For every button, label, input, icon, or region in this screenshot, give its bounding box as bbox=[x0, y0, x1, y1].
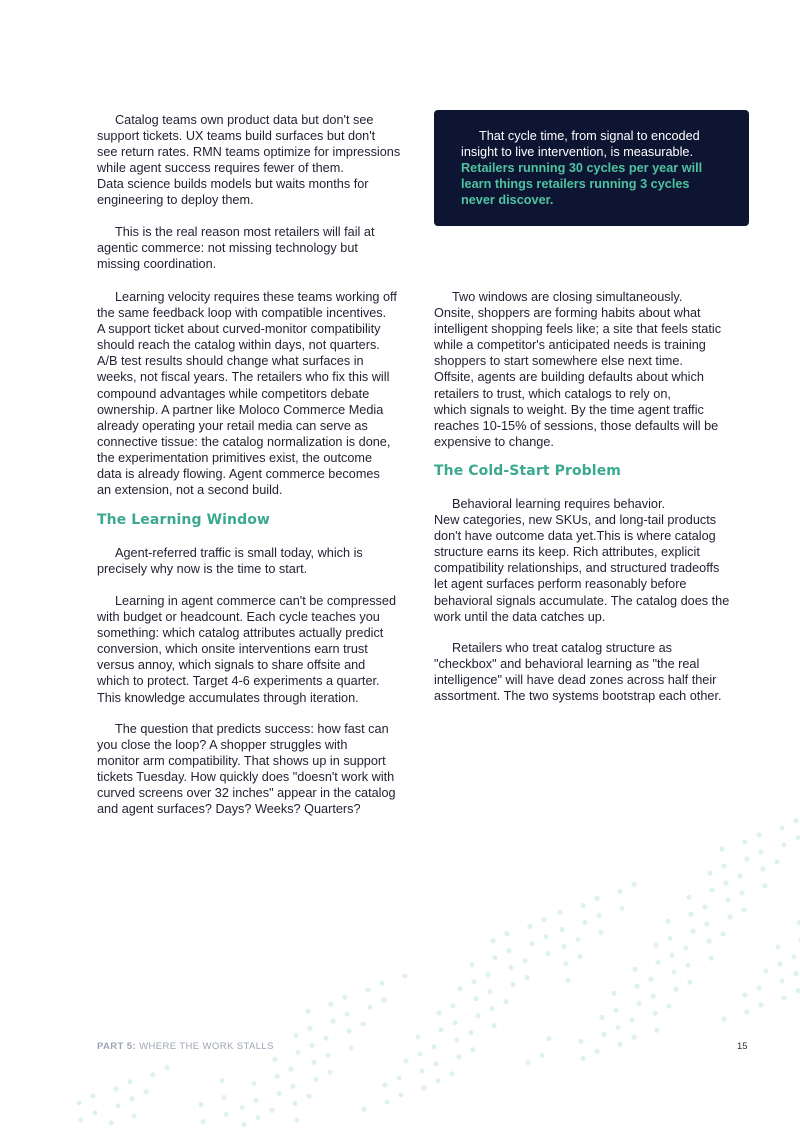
decorative-dot bbox=[115, 1103, 120, 1108]
text-line: A support ticket about curved-monitor compatibility bbox=[97, 322, 381, 337]
decorative-dot bbox=[725, 897, 730, 902]
decorative-dot bbox=[632, 967, 637, 972]
footer-part-number: PART 5: bbox=[97, 1041, 137, 1052]
decorative-dot bbox=[634, 984, 639, 989]
decorative-dot bbox=[348, 1046, 353, 1051]
highlight-line: Retailers running 30 cycles per year will bbox=[461, 161, 703, 176]
decorative-dot bbox=[580, 1056, 585, 1061]
decorative-dot bbox=[129, 1096, 134, 1101]
decorative-dot bbox=[665, 919, 670, 924]
decorative-dot bbox=[274, 1074, 279, 1079]
text-line: intelligence" will have dead zones across half their bbox=[434, 673, 717, 688]
decorative-dot bbox=[522, 958, 527, 963]
decorative-dot bbox=[468, 1030, 473, 1035]
decorative-dot bbox=[384, 1099, 389, 1104]
decorative-dot bbox=[617, 889, 622, 894]
text-line: reaches 10-15% of sessions, those defaults will be bbox=[434, 418, 719, 433]
decorative-dot bbox=[239, 1105, 244, 1110]
decorative-dot bbox=[241, 1122, 246, 1127]
decorative-dot bbox=[381, 997, 386, 1002]
decorative-dot bbox=[452, 1020, 457, 1025]
decorative-dot bbox=[251, 1081, 256, 1086]
decorative-dot bbox=[775, 944, 780, 949]
decorative-dot bbox=[601, 1032, 606, 1037]
text-line: the same feedback loop with compatible incentives. bbox=[97, 306, 387, 321]
decorative-dot bbox=[346, 1029, 351, 1034]
decorative-dot bbox=[450, 1003, 455, 1008]
decorative-dot bbox=[631, 882, 636, 887]
text-line: Learning velocity requires these teams working off bbox=[115, 290, 397, 304]
decorative-dot bbox=[565, 978, 570, 983]
decorative-dot bbox=[510, 982, 515, 987]
decorative-dot bbox=[686, 895, 691, 900]
paragraph-team-silos bbox=[97, 112, 415, 209]
decorative-dot bbox=[650, 994, 655, 999]
decorative-dot bbox=[739, 890, 744, 895]
decorative-dot bbox=[577, 954, 582, 959]
decorative-dot bbox=[504, 931, 509, 936]
decorative-dot bbox=[469, 962, 474, 967]
decorative-dot bbox=[648, 977, 653, 982]
decorative-dot bbox=[475, 1013, 480, 1018]
text-line: something: which catalog attributes actually predict bbox=[97, 626, 384, 641]
decorative-dot bbox=[454, 1037, 459, 1042]
decorative-dot bbox=[471, 979, 476, 984]
decorative-dot bbox=[92, 1110, 97, 1115]
text-line: Agent-referred traffic is small today, which is bbox=[115, 546, 363, 560]
decorative-dot bbox=[741, 907, 746, 912]
text-line: ownership. A partner like Moloco Commerce Media bbox=[97, 402, 384, 417]
decorative-dot bbox=[631, 1035, 636, 1040]
decorative-dot bbox=[473, 996, 478, 1001]
decorative-dot bbox=[687, 980, 692, 985]
decorative-dot bbox=[76, 1100, 81, 1105]
decorative-dot bbox=[527, 924, 532, 929]
decorative-dot bbox=[306, 1094, 311, 1099]
text-line: see return rates. RMN teams optimize for impressions bbox=[97, 145, 401, 160]
decorative-dot bbox=[108, 1120, 113, 1125]
decorative-dot bbox=[131, 1113, 136, 1118]
decorative-dot bbox=[721, 1016, 726, 1021]
decorative-dot bbox=[367, 1004, 372, 1009]
decorative-dot bbox=[272, 1057, 277, 1062]
decorative-dot bbox=[756, 832, 761, 837]
text-line: shoppers to start somewhere else next time. bbox=[434, 354, 683, 369]
highlight-line: learn things retailers running 3 cycles bbox=[461, 177, 690, 192]
paragraph-two-systems bbox=[434, 640, 750, 704]
text-line: insight to live intervention, is measurable. bbox=[461, 145, 694, 160]
text-line: Data science builds models but waits months for bbox=[97, 177, 369, 192]
text-line: engineering to deploy them. bbox=[97, 193, 254, 208]
decorative-dot bbox=[438, 1027, 443, 1032]
footer-part-title: WHERE THE WORK STALLS bbox=[136, 1041, 274, 1052]
decorative-dot bbox=[489, 1006, 494, 1011]
decorative-dot bbox=[683, 946, 688, 951]
decorative-dot bbox=[539, 1053, 544, 1058]
decorative-dot bbox=[361, 1106, 366, 1111]
decorative-dot bbox=[611, 991, 616, 996]
decorative-dot bbox=[344, 1012, 349, 1017]
decorative-dot bbox=[779, 978, 784, 983]
decorative-dot bbox=[417, 1051, 422, 1056]
decorative-dot bbox=[200, 1119, 205, 1124]
decorative-dot bbox=[327, 1070, 332, 1075]
decorative-dot bbox=[708, 955, 713, 960]
decorative-dot bbox=[563, 961, 568, 966]
text-line: Behavioral learning requires behavior. bbox=[452, 497, 665, 511]
text-line: and agent surfaces? Days? Weeks? Quarters? bbox=[97, 802, 361, 817]
decorative-dot bbox=[619, 906, 624, 911]
text-line: weeks, not fiscal years. The retailers who fix this will bbox=[97, 370, 390, 385]
decorative-dot bbox=[529, 941, 534, 946]
decorative-dot bbox=[707, 870, 712, 875]
text-line: while a competitor's anticipated needs is training bbox=[434, 338, 706, 353]
text-line: curved screens over 32 inches" appear in the catalog bbox=[97, 786, 396, 801]
decorative-dot bbox=[758, 1002, 763, 1007]
text-line: retailers to trust, which catalogs to rely on, bbox=[434, 386, 671, 401]
decorative-dot bbox=[127, 1079, 132, 1084]
decorative-dot bbox=[720, 931, 725, 936]
decorative-dot bbox=[503, 999, 508, 1004]
text-line: the experimentation primitives exist, the outcome bbox=[97, 450, 373, 465]
paragraph-real-reason bbox=[97, 224, 415, 272]
decorative-dot bbox=[90, 1093, 95, 1098]
decorative-dot bbox=[760, 866, 765, 871]
decorative-dot bbox=[309, 1043, 314, 1048]
decorative-dot bbox=[435, 1078, 440, 1083]
decorative-dot bbox=[688, 912, 693, 917]
text-line: connective tissue: the catalog normalization is done, bbox=[97, 434, 391, 449]
decorative-dot bbox=[305, 1009, 310, 1014]
text-line: The question that predicts success: how fast can bbox=[115, 722, 389, 736]
decorative-dot bbox=[546, 1036, 551, 1041]
decorative-dot bbox=[742, 992, 747, 997]
decorative-dot bbox=[781, 842, 786, 847]
text-line: support tickets. UX teams build surfaces but don't bbox=[97, 129, 376, 144]
decorative-dot bbox=[490, 938, 495, 943]
decorative-dot bbox=[470, 1047, 475, 1052]
text-line: intelligent shopping feels like; a site that feels static bbox=[434, 322, 722, 337]
decorative-dot bbox=[629, 1018, 634, 1023]
decorative-dot bbox=[307, 1026, 312, 1031]
text-line: don't have outcome data yet.This is where catalog bbox=[434, 529, 716, 544]
decorative-dot bbox=[431, 1044, 436, 1049]
decorative-dot bbox=[150, 1072, 155, 1077]
decorative-dot bbox=[436, 1010, 441, 1015]
decorative-dot bbox=[594, 1049, 599, 1054]
decorative-dot bbox=[763, 968, 768, 973]
decorative-dot bbox=[793, 818, 798, 823]
decorative-dot bbox=[449, 1071, 454, 1076]
decorative-dot bbox=[709, 887, 714, 892]
decorative-dot bbox=[561, 944, 566, 949]
decorative-dot bbox=[653, 943, 658, 948]
decorative-dot bbox=[744, 1009, 749, 1014]
decorative-dot bbox=[360, 1021, 365, 1026]
section-heading-learning-window: The Learning Window bbox=[97, 512, 270, 528]
paragraph-agent-traffic bbox=[97, 545, 415, 577]
decorative-dot bbox=[702, 904, 707, 909]
decorative-dot bbox=[690, 929, 695, 934]
text-line: behavioral signals accumulate. The catalog does the bbox=[434, 593, 730, 608]
decorative-dot bbox=[342, 995, 347, 1000]
decorative-dot bbox=[485, 972, 490, 977]
decorative-dot bbox=[223, 1112, 228, 1117]
decorative-dot bbox=[198, 1102, 203, 1107]
decorative-dot bbox=[727, 914, 732, 919]
decorative-dot bbox=[113, 1086, 118, 1091]
paragraph-learning-cycles bbox=[97, 593, 415, 706]
decorative-dot bbox=[492, 955, 497, 960]
decorative-dot bbox=[777, 961, 782, 966]
decorative-dot bbox=[396, 1075, 401, 1080]
decorative-dot bbox=[557, 910, 562, 915]
decorative-dot bbox=[415, 1034, 420, 1039]
text-line: Two windows are closing simultaneously. bbox=[452, 290, 683, 304]
decorative-dot bbox=[295, 1050, 300, 1055]
text-line: Retailers who treat catalog structure as bbox=[452, 641, 673, 655]
decorative-dot bbox=[491, 1023, 496, 1028]
decorative-dot bbox=[330, 1019, 335, 1024]
decorative-dot bbox=[506, 948, 511, 953]
text-line: work until the data catches up. bbox=[434, 609, 606, 624]
decorative-dot bbox=[379, 980, 384, 985]
page-number: 15 bbox=[737, 1041, 748, 1052]
decorative-dot bbox=[742, 839, 747, 844]
decorative-dot bbox=[580, 903, 585, 908]
decorative-dot bbox=[796, 920, 800, 925]
decorative-dot bbox=[719, 846, 724, 851]
decorative-dot bbox=[292, 1101, 297, 1106]
decorative-dot bbox=[685, 963, 690, 968]
decorative-dot bbox=[791, 954, 796, 959]
paragraph-learning-velocity bbox=[97, 289, 415, 498]
text-line: New categories, new SKUs, and long-tail products bbox=[434, 513, 717, 528]
decorative-dot bbox=[669, 953, 674, 958]
decorative-dot bbox=[221, 1095, 226, 1100]
decorative-dot bbox=[673, 987, 678, 992]
decorative-dot bbox=[795, 835, 800, 840]
text-line: This knowledge accumulates through iteration. bbox=[97, 690, 359, 705]
decorative-dot bbox=[508, 965, 513, 970]
decorative-dot bbox=[325, 1053, 330, 1058]
decorative-dot bbox=[290, 1084, 295, 1089]
text-line: conversion, which onsite interventions earn trust bbox=[97, 642, 368, 657]
text-line: precisely why now is the time to start. bbox=[97, 562, 308, 577]
decorative-dot bbox=[578, 1039, 583, 1044]
decorative-dot bbox=[398, 1092, 403, 1097]
decorative-dot bbox=[311, 1060, 316, 1065]
decorative-dot bbox=[365, 987, 370, 992]
decorative-dot bbox=[487, 989, 492, 994]
text-line: should reach the catalog within days, not quarters. bbox=[97, 338, 380, 353]
decorative-dot bbox=[219, 1078, 224, 1083]
decorative-dot bbox=[403, 1058, 408, 1063]
decorative-dot bbox=[706, 938, 711, 943]
decorative-dot bbox=[457, 986, 462, 991]
decorative-dot bbox=[323, 1036, 328, 1041]
text-line: compound advantages while competitors debate bbox=[97, 386, 370, 401]
decorative-dot bbox=[545, 951, 550, 956]
decorative-dot bbox=[598, 930, 603, 935]
paragraph-behavioral-learning bbox=[434, 496, 750, 625]
decorative-dot bbox=[433, 1061, 438, 1066]
decorative-dot bbox=[541, 917, 546, 922]
decorative-dot bbox=[543, 934, 548, 939]
decorative-dot bbox=[596, 913, 601, 918]
text-line: structure earns its keep. Rich attributes, explicit bbox=[434, 545, 700, 560]
decorative-dot bbox=[795, 988, 800, 993]
decorative-dot bbox=[421, 1085, 426, 1090]
decorative-dot bbox=[599, 1015, 604, 1020]
decorative-dot bbox=[269, 1108, 274, 1113]
decorative-dot bbox=[382, 1082, 387, 1087]
decorative-dot bbox=[253, 1098, 258, 1103]
callout-text bbox=[461, 128, 741, 208]
text-line: monitor arm compatibility. That shows up in support bbox=[97, 754, 386, 769]
decorative-dot bbox=[164, 1065, 169, 1070]
decorative-dot bbox=[655, 960, 660, 965]
decorative-dot bbox=[328, 1002, 333, 1007]
section-heading-cold-start: The Cold-Start Problem bbox=[434, 463, 621, 479]
text-line: "checkbox" and behavioral learning as "the real bbox=[434, 657, 700, 672]
paragraph-two-windows bbox=[434, 289, 750, 450]
text-line: agentic commerce: not missing technology but bbox=[97, 241, 358, 256]
highlight-line: never discover. bbox=[461, 193, 554, 208]
text-line: missing coordination. bbox=[97, 257, 217, 272]
text-line: assortment. The two systems bootstrap each other. bbox=[434, 689, 722, 704]
text-line: already operating your retail media can serve as bbox=[97, 418, 368, 433]
text-line: versus annoy, which signals to share offsite and bbox=[97, 658, 366, 673]
decorative-dot bbox=[78, 1117, 83, 1122]
decorative-dot bbox=[276, 1091, 281, 1096]
decorative-dot bbox=[774, 859, 779, 864]
decorative-dot bbox=[758, 849, 763, 854]
decorative-dot bbox=[525, 1060, 530, 1065]
decorative-dot bbox=[524, 975, 529, 980]
paragraph-close-the-loop bbox=[97, 721, 415, 818]
text-line: Offsite, agents are building defaults about which bbox=[434, 370, 704, 385]
decorative-dot bbox=[793, 971, 798, 976]
decorative-dot bbox=[723, 880, 728, 885]
decorative-dot bbox=[756, 985, 761, 990]
decorative-dot bbox=[744, 856, 749, 861]
text-line: compatibility relationships, and structured tradeoffs bbox=[434, 561, 720, 576]
text-line: an extension, not a second build. bbox=[97, 483, 283, 498]
text-line: which to protect. Target 4-6 experiments a quarter. bbox=[97, 674, 380, 689]
decorative-dot bbox=[654, 1028, 659, 1033]
decorative-dot bbox=[737, 873, 742, 878]
decorative-dot bbox=[617, 1042, 622, 1047]
decorative-dot bbox=[704, 921, 709, 926]
decorative-dot bbox=[582, 920, 587, 925]
text-line: Onsite, shoppers are forming habits about what bbox=[434, 306, 701, 321]
decorative-dot bbox=[143, 1089, 148, 1094]
decorative-dot bbox=[613, 1008, 618, 1013]
decorative-dot bbox=[559, 927, 564, 932]
callout-box bbox=[434, 110, 749, 226]
text-line: which signals to weight. By the time agent traffic bbox=[434, 402, 704, 417]
decorative-dot bbox=[594, 896, 599, 901]
decorative-dot bbox=[293, 1033, 298, 1038]
text-line: expensive to change. bbox=[434, 434, 554, 449]
decorative-dot bbox=[615, 1025, 620, 1030]
text-line: Catalog teams own product data but don't see bbox=[115, 113, 374, 127]
text-line: A/B test results should change what surfaces in bbox=[97, 354, 364, 369]
decorative-dot bbox=[666, 1004, 671, 1009]
decorative-dot bbox=[294, 1118, 299, 1123]
decorative-dot bbox=[419, 1068, 424, 1073]
text-line: Learning in agent commerce can't be compressed bbox=[115, 594, 396, 608]
decorative-dot bbox=[402, 973, 407, 978]
decorative-dot bbox=[721, 863, 726, 868]
footer-section-label bbox=[97, 1041, 274, 1052]
decorative-dot bbox=[652, 1011, 657, 1016]
decorative-dot bbox=[255, 1115, 260, 1120]
decorative-dot bbox=[575, 937, 580, 942]
text-line: That cycle time, from signal to encoded bbox=[479, 129, 700, 143]
text-line: data is already flowing. Agent commerce becomes bbox=[97, 467, 380, 482]
decorative-dot bbox=[781, 995, 786, 1000]
decorative-dot bbox=[456, 1054, 461, 1059]
decorative-dot bbox=[667, 936, 672, 941]
text-line: let agent surfaces perform reasonably before bbox=[434, 577, 687, 592]
decorative-dot bbox=[671, 970, 676, 975]
decorative-dot bbox=[636, 1001, 641, 1006]
decorative-dot bbox=[762, 883, 767, 888]
text-line: you close the loop? A shopper struggles with bbox=[97, 738, 348, 753]
text-line: This is the real reason most retailers will fail at bbox=[115, 225, 375, 239]
text-line: while agent success requires fewer of them. bbox=[97, 161, 344, 176]
decorative-dot bbox=[779, 825, 784, 830]
text-line: tickets Tuesday. How quickly does "doesn't work with bbox=[97, 770, 395, 785]
decorative-dot bbox=[288, 1067, 293, 1072]
decorative-dot bbox=[313, 1077, 318, 1082]
text-line: with budget or headcount. Each cycle teaches you bbox=[97, 610, 380, 625]
